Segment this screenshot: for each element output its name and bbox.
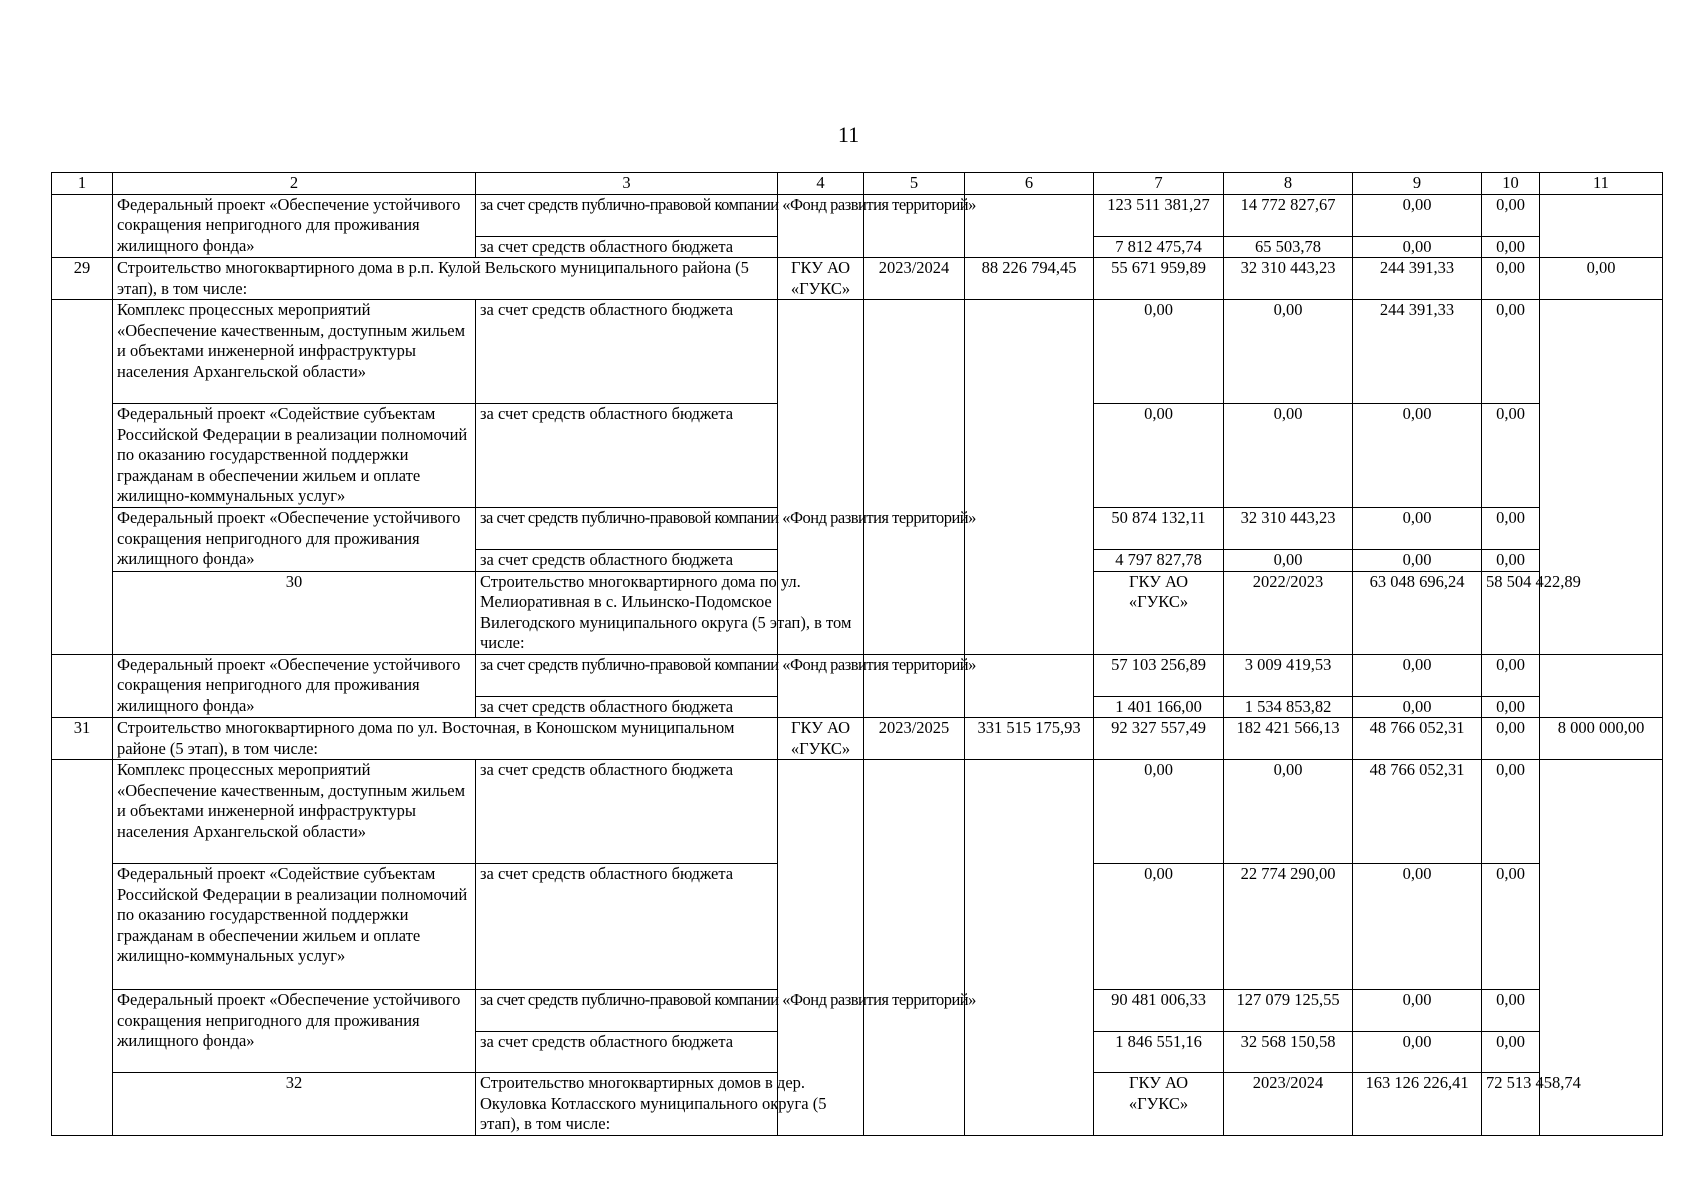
value-cell: 0,00	[1482, 550, 1540, 572]
value-cell: 0,00	[1353, 864, 1482, 990]
value-cell: 0,00	[1482, 404, 1540, 508]
value-cell: 48 766 052,31	[1353, 718, 1482, 760]
number-cell: 32	[113, 1073, 476, 1136]
project-name-cell: Федеральный проект «Содействие субъектам Российской Федерации в реализации полномочий по оказанию государственной поддержки гражданам в обеспечении жильем и оплате жилищно-коммунальных услуг»	[113, 404, 476, 508]
value-cell: 0,00	[1482, 236, 1540, 258]
value-cell: 0,00	[1224, 760, 1353, 864]
project-name-cell: Комплекс процессных мероприятий «Обеспечение качественным, доступным жильем и объектами инженерной инфраструктуры населения Архангельской области»	[113, 760, 476, 864]
value-cell: 14 772 827,67	[1224, 194, 1353, 236]
total-cell	[965, 760, 1094, 1136]
value-cell: 0,00	[1482, 864, 1540, 990]
value-cell: 32 310 443,23	[1224, 258, 1353, 300]
funding-source-cell	[476, 654, 976, 696]
value-cell: 0,00	[1224, 550, 1353, 572]
object-title-cell: Строительство многоквартирного дома по ул. Мелиоративная в с. Ильинско-Подомское Вилегодского муниципального округа (5 этап), в том числе:	[476, 571, 864, 654]
value-cell: 0,00	[1482, 696, 1540, 718]
value-cell: 1 846 551,16	[1094, 1032, 1224, 1073]
value-cell: 0,00	[1353, 550, 1482, 572]
table-row	[52, 194, 1663, 236]
project-name-cell: Федеральный проект «Обеспечение устойчивого сокращения непригодного для проживания жилищного фонда»	[113, 990, 476, 1073]
funding-source-cell: за счет средств областного бюджета	[476, 1032, 778, 1073]
value-cell: 57 103 256,89	[1094, 654, 1224, 696]
column-header: 5	[864, 173, 965, 195]
number-cell	[52, 194, 113, 258]
value-cell: 1 401 166,00	[1094, 696, 1224, 718]
column-header: 6	[965, 173, 1094, 195]
value-cell: 0,00	[1540, 258, 1663, 300]
value-cell: 0,00	[1353, 1032, 1482, 1073]
table-row	[52, 718, 1663, 760]
funding-source-text: за счет средств публично-правовой компании «Фонд развития территорий»	[480, 654, 976, 674]
funding-source-cell: за счет средств областного бюджета	[476, 300, 778, 404]
value-cell: 182 421 566,13	[1224, 718, 1353, 760]
page-number: 11	[837, 122, 860, 147]
column-header: 2	[113, 173, 476, 195]
program-financing-table	[51, 172, 1663, 1136]
value-cell: 0,00	[1482, 1032, 1540, 1073]
table-row	[52, 258, 1663, 300]
project-name-cell: Федеральный проект «Содействие субъектам Российской Федерации в реализации полномочий по оказанию государственной поддержки гражданам в обеспечении жильем и оплате жилищно-коммунальных услуг»	[113, 864, 476, 990]
total-cell: 331 515 175,93	[965, 718, 1094, 760]
value-cell: 0,00	[1353, 990, 1482, 1032]
column-number-header-row	[52, 173, 1663, 195]
value-cell: 0,00	[1094, 760, 1224, 864]
value-cell: 0,00	[1482, 300, 1540, 404]
total-cell	[965, 654, 1094, 718]
value-cell: 244 391,33	[1353, 300, 1482, 404]
period-cell: 2023/2025	[864, 718, 965, 760]
executor-cell: ГКУ АО «ГУКС»	[778, 258, 864, 300]
value-cell	[1540, 300, 1663, 655]
value-cell: 0,00	[1353, 508, 1482, 550]
value-cell: 0,00	[1094, 404, 1224, 508]
funding-source-cell: за счет средств областного бюджета	[476, 696, 778, 718]
number-cell	[52, 300, 113, 655]
value-cell: 123 511 381,27	[1094, 194, 1224, 236]
value-cell: 0,00	[1353, 236, 1482, 258]
value-cell: 3 009 419,53	[1224, 654, 1353, 696]
project-name-cell: Комплекс процессных мероприятий «Обеспечение качественным, доступным жильем и объектами инженерной инфраструктуры населения Архангельской области»	[113, 300, 476, 404]
funding-source-text: за счет средств публично-правовой компании «Фонд развития территорий»	[480, 508, 976, 527]
number-cell: 29	[52, 258, 113, 300]
number-cell	[52, 760, 113, 1136]
table-row	[52, 300, 1663, 404]
value-cell: 32 568 150,58	[1224, 1032, 1353, 1073]
value-cell: 92 327 557,49	[1094, 718, 1224, 760]
value-cell: 127 079 125,55	[1224, 990, 1353, 1032]
value-cell: 0,00	[1224, 404, 1353, 508]
value-cell: 0,00	[1094, 864, 1224, 990]
value-cell: 22 774 290,00	[1224, 864, 1353, 990]
column-header: 11	[1540, 173, 1663, 195]
value-cell: 7 812 475,74	[1094, 236, 1224, 258]
period-cell: 2022/2023	[1224, 571, 1353, 654]
value-cell	[1540, 654, 1663, 718]
column-header: 9	[1353, 173, 1482, 195]
executor-cell: ГКУ АО «ГУКС»	[778, 718, 864, 760]
funding-source-text: за счет средств публично-правовой компании «Фонд развития территорий»	[480, 194, 976, 214]
funding-source-cell	[476, 194, 976, 236]
number-cell: 31	[52, 718, 113, 760]
value-cell: 0,00	[1353, 404, 1482, 508]
number-cell	[52, 654, 113, 718]
funding-source-cell	[476, 508, 976, 550]
column-header: 10	[1482, 173, 1540, 195]
funding-source-cell	[476, 990, 976, 1032]
value-cell: 65 503,78	[1224, 236, 1353, 258]
period-cell	[864, 760, 965, 1136]
value-cell: 8 000 000,00	[1540, 718, 1663, 760]
total-cell	[965, 194, 1094, 258]
table-row	[52, 1073, 1663, 1136]
value-cell: 50 874 132,11	[1094, 508, 1224, 550]
value-cell: 0,00	[1353, 696, 1482, 718]
period-cell: 2023/2024	[1224, 1073, 1353, 1136]
period-cell	[864, 300, 965, 655]
value-cell: 4 797 827,78	[1094, 550, 1224, 572]
value-cell: 0,00	[1482, 654, 1540, 696]
value-cell: 244 391,33	[1353, 258, 1482, 300]
column-header: 7	[1094, 173, 1224, 195]
object-title-cell: Строительство многоквартирного дома в р.п. Кулой Вельского муниципального района (5 этап), в том числе:	[113, 258, 778, 300]
funding-source-cell: за счет средств областного бюджета	[476, 864, 778, 990]
value-cell: 0,00	[1353, 194, 1482, 236]
value-cell: 0,00	[1482, 760, 1540, 864]
value-cell: 0,00	[1482, 508, 1540, 550]
column-header: 1	[52, 173, 113, 195]
object-title-cell: Строительство многоквартирного дома по ул. Восточная, в Коношском муниципальном районе (5 этап), в том числе:	[113, 718, 778, 760]
total-cell: 63 048 696,24	[1353, 571, 1482, 654]
funding-source-cell: за счет средств областного бюджета	[476, 404, 778, 508]
period-cell: 2023/2024	[864, 258, 965, 300]
value-cell: 0,00	[1353, 654, 1482, 696]
value-cell: 90 481 006,33	[1094, 990, 1224, 1032]
object-title-cell: Строительство многоквартирных домов в дер. Окуловка Котласского муниципального округа (5 этап), в том числе:	[476, 1073, 864, 1136]
value-cell: 0,00	[1482, 194, 1540, 236]
funding-source-cell: за счет средств областного бюджета	[476, 236, 778, 258]
funding-source-cell: за счет средств областного бюджета	[476, 760, 778, 864]
value-cell: 0,00	[1094, 300, 1224, 404]
value-cell: 0,00	[1224, 300, 1353, 404]
value-cell: 1 534 853,82	[1224, 696, 1353, 718]
total-cell: 88 226 794,45	[965, 258, 1094, 300]
project-name-cell: Федеральный проект «Обеспечение устойчивого сокращения непригодного для проживания жилищного фонда»	[113, 654, 476, 718]
value-cell: 58 504 422,89	[1482, 571, 1540, 654]
value-cell: 48 766 052,31	[1353, 760, 1482, 864]
value-cell: 55 671 959,89	[1094, 258, 1224, 300]
funding-source-text: за счет средств публично-правовой компании «Фонд развития территорий»	[480, 990, 976, 1009]
total-cell: 163 126 226,41	[1353, 1073, 1482, 1136]
table-row	[52, 654, 1663, 696]
executor-cell: ГКУ АО «ГУКС»	[1094, 1073, 1224, 1136]
column-header: 4	[778, 173, 864, 195]
project-name-cell: Федеральный проект «Обеспечение устойчивого сокращения непригодного для проживания жилищного фонда»	[113, 194, 476, 258]
project-name-cell: Федеральный проект «Обеспечение устойчивого сокращения непригодного для проживания жилищного фонда»	[113, 508, 476, 572]
column-header: 3	[476, 173, 778, 195]
total-cell	[965, 300, 1094, 655]
table-row	[52, 760, 1663, 864]
value-cell: 0,00	[1482, 258, 1540, 300]
funding-source-cell: за счет средств областного бюджета	[476, 550, 778, 572]
executor-cell: ГКУ АО «ГУКС»	[1094, 571, 1224, 654]
number-cell: 30	[113, 571, 476, 654]
value-cell: 0,00	[1482, 718, 1540, 760]
table-row	[52, 571, 1663, 654]
value-cell	[1540, 194, 1663, 258]
column-header: 8	[1224, 173, 1353, 195]
value-cell: 32 310 443,23	[1224, 508, 1353, 550]
value-cell: 72 513 458,74	[1482, 1073, 1540, 1136]
value-cell: 0,00	[1482, 990, 1540, 1032]
